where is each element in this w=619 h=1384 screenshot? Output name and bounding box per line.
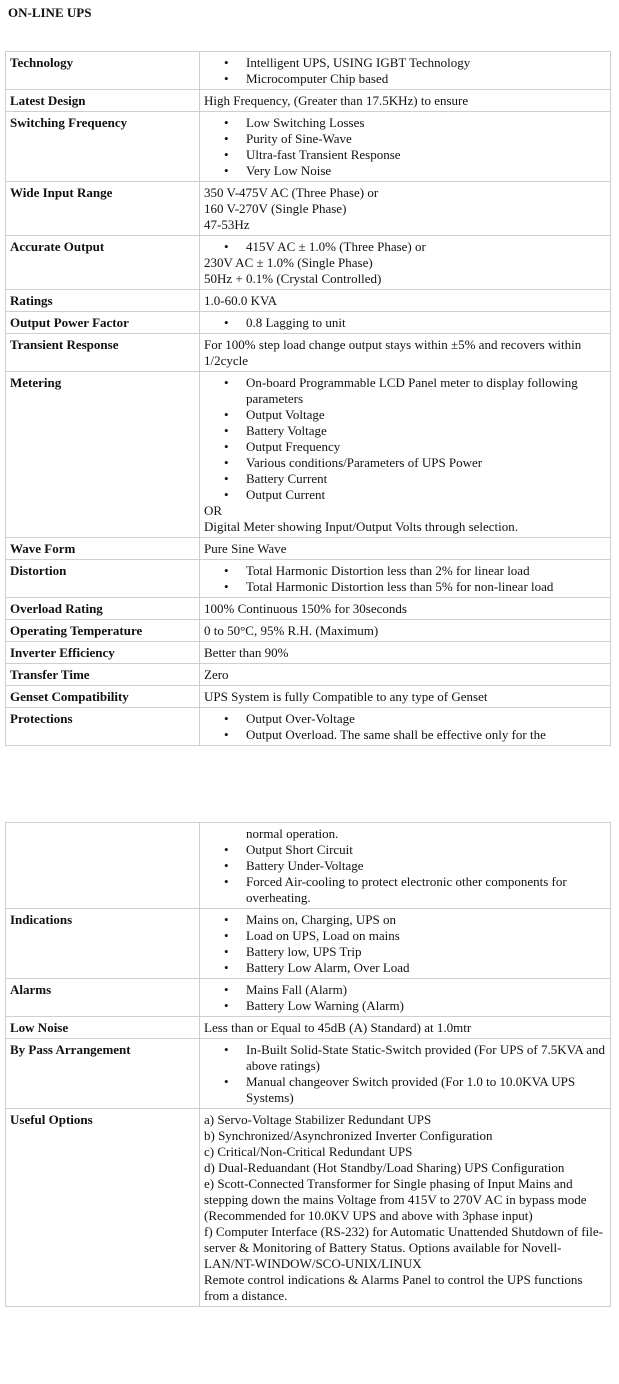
bullet-list (204, 375, 606, 503)
spec-label: Transient Response (6, 334, 200, 372)
bullet-list (204, 711, 606, 743)
spec-row-low-noise (6, 1017, 611, 1039)
spec-row-overload-rating (6, 598, 611, 620)
value-line: 230V AC ± 1.0% (Single Phase) (204, 255, 373, 270)
bullet-item: • Battery Voltage (246, 423, 606, 439)
bullet-item: • Ultra-fast Transient Response (246, 147, 606, 163)
spec-label: Distortion (6, 560, 200, 598)
spec-value (200, 236, 611, 290)
spec-label: Ratings (6, 290, 200, 312)
spec-label: Protections (6, 708, 200, 746)
spec-row-transient-response (6, 334, 611, 372)
value-line: Less than or Equal to 45dB (A) Standard) at 1.0mtr (204, 1020, 472, 1035)
spec-value (200, 708, 611, 746)
value-line: a) Servo-Voltage Stabilizer Redundant UPS (204, 1112, 432, 1127)
bullet-item: • Output Overload. The same shall be effective only for the (246, 727, 606, 743)
spec-row-wide-input-range (6, 182, 611, 236)
spec-value (200, 90, 611, 112)
bullet-list (204, 315, 606, 331)
value-line: Better than 90% (204, 645, 289, 660)
value-line: d) Dual-Reduandant (Hot Standby/Load Sharing) UPS Configuration (204, 1160, 565, 1175)
spec-label: Wave Form (6, 538, 200, 560)
spec-value (200, 312, 611, 334)
value-line: 100% Continuous 150% for 30seconds (204, 601, 407, 616)
value-line: Digital Meter showing Input/Output Volts through selection. (204, 519, 519, 534)
spec-row-useful-options (6, 1109, 611, 1307)
bullet-item: • Low Switching Losses (246, 115, 606, 131)
spec-row-transfer-time (6, 664, 611, 686)
spec-label: Output Power Factor (6, 312, 200, 334)
spec-value (200, 1039, 611, 1109)
spec-label: Low Noise (6, 1017, 200, 1039)
spec-value (200, 334, 611, 372)
bullet-item: • Microcomputer Chip based (246, 71, 606, 87)
bullet-item: • Output Current (246, 487, 606, 503)
bullet-item: • Output Voltage (246, 407, 606, 423)
value-line: Zero (204, 667, 229, 682)
spec-row-genset-compatibility (6, 686, 611, 708)
value-line: f) Computer Interface (RS-232) for Automatic Unattended Shutdown of file-server & Monitoring of Battery Status. Options available for Novell-LAN/NT-WINDOW/SCO-UNIX/LINUX (204, 1224, 603, 1271)
value-line: e) Scott-Connected Transformer for Single phasing of Input Mains and stepping down the mains Voltage from 415V to 270V AC in bypass mode (Recommended for 10.0KV UPS and above with 3phase input) (204, 1176, 587, 1223)
bullet-list (204, 912, 606, 976)
spec-row-inverter-efficiency (6, 642, 611, 664)
bullet-item: • Manual changeover Switch provided (For 1.0 to 10.0KVA UPS Systems) (246, 1074, 606, 1106)
spec-row-by-pass-arrangement (6, 1039, 611, 1109)
value-line: 1.0-60.0 KVA (204, 293, 278, 308)
spec-value (200, 182, 611, 236)
bullet-list (204, 1042, 606, 1106)
bullet-item: • 415V AC ± 1.0% (Three Phase) or (246, 239, 606, 255)
bullet-item: • Output Short Circuit (246, 842, 606, 858)
spec-value (200, 620, 611, 642)
spec-value (200, 112, 611, 182)
spec-value (200, 1017, 611, 1039)
page-title: ON-LINE UPS (8, 5, 92, 20)
bullet-item: • 0.8 Lagging to unit (246, 315, 606, 331)
bullet-item: • Battery Under-Voltage (246, 858, 606, 874)
spec-row-operating-temperature (6, 620, 611, 642)
value-line: 0 to 50°C, 95% R.H. (Maximum) (204, 623, 379, 638)
spec-row-alarms (6, 979, 611, 1017)
spec-label: By Pass Arrangement (6, 1039, 200, 1109)
bullet-item: • Output Over-Voltage (246, 711, 606, 727)
spec-label: Operating Temperature (6, 620, 200, 642)
spec-row-distortion (6, 560, 611, 598)
spec-row-accurate-output (6, 236, 611, 290)
spec-table-2 (5, 822, 611, 1307)
spec-label: Overload Rating (6, 598, 200, 620)
value-line: OR (204, 503, 223, 518)
spec-value (200, 560, 611, 598)
spec-value (200, 909, 611, 979)
bullet-list (204, 842, 606, 906)
value-line: 50Hz + 0.1% (Crystal Controlled) (204, 271, 382, 286)
bullet-list (204, 55, 606, 87)
spec-label: Technology (6, 52, 200, 90)
spec-label: Metering (6, 372, 200, 538)
bullet-list (204, 115, 606, 179)
bullet-item: • Purity of Sine-Wave (246, 131, 606, 147)
spec-row-indications (6, 909, 611, 979)
value-line: For 100% step load change output stays within ±5% and recovers within 1/2cycle (204, 337, 582, 368)
spec-value (200, 686, 611, 708)
spec-row-protections (6, 708, 611, 746)
value-line: Remote control indications & Alarms Panel to control the UPS functions from a distance. (204, 1272, 583, 1303)
value-line: UPS System is fully Compatible to any type of Genset (204, 689, 488, 704)
spec-row-wave-form (6, 538, 611, 560)
spec-row-latest-design (6, 90, 611, 112)
spec-value (200, 979, 611, 1017)
bullet-item: • Total Harmonic Distortion less than 2% for linear load (246, 563, 606, 579)
bullet-item: • Intelligent UPS, USING IGBT Technology (246, 55, 606, 71)
spec-value (200, 538, 611, 560)
spec-label: Useful Options (6, 1109, 200, 1307)
bullet-list (204, 239, 606, 255)
bullet-item: • On-board Programmable LCD Panel meter to display following parameters (246, 375, 606, 407)
bullet-item: • In-Built Solid-State Static-Switch provided (For UPS of 7.5KVA and above ratings) (246, 1042, 606, 1074)
bullet-item: • Battery Low Alarm, Over Load (246, 960, 606, 976)
spec-label: Transfer Time (6, 664, 200, 686)
spec-value (200, 664, 611, 686)
continued-text: normal operation. (246, 826, 339, 841)
value-line: 350 V-475V AC (Three Phase) or (204, 185, 379, 200)
value-line: c) Critical/Non-Critical Redundant UPS (204, 1144, 413, 1159)
bullet-item: • Very Low Noise (246, 163, 606, 179)
bullet-item: • Various conditions/Parameters of UPS Power (246, 455, 606, 471)
spec-label: Alarms (6, 979, 200, 1017)
bullet-item: • Mains on, Charging, UPS on (246, 912, 606, 928)
spec-label: Switching Frequency (6, 112, 200, 182)
bullet-item: • Load on UPS, Load on mains (246, 928, 606, 944)
spec-label: Inverter Efficiency (6, 642, 200, 664)
spec-table-1 (5, 51, 611, 746)
spec-label: Indications (6, 909, 200, 979)
value-line: Pure Sine Wave (204, 541, 287, 556)
spec-label (6, 823, 200, 909)
value-line: High Frequency, (Greater than 17.5KHz) to ensure (204, 93, 469, 108)
spec-label: Genset Compatibility (6, 686, 200, 708)
spec-row-metering (6, 372, 611, 538)
bullet-item: • Battery Low Warning (Alarm) (246, 998, 606, 1014)
value-line: 160 V-270V (Single Phase) (204, 201, 347, 216)
bullet-item: • Battery low, UPS Trip (246, 944, 606, 960)
value-line: b) Synchronized/Asynchronized Inverter Configuration (204, 1128, 493, 1143)
spec-value (200, 642, 611, 664)
bullet-list (204, 563, 606, 595)
bullet-item: • Mains Fall (Alarm) (246, 982, 606, 998)
spec-row-switching-frequency (6, 112, 611, 182)
spec-value (200, 1109, 611, 1307)
bullet-item: • Output Frequency (246, 439, 606, 455)
spec-value (200, 598, 611, 620)
spec-label: Accurate Output (6, 236, 200, 290)
bullet-item: • Total Harmonic Distortion less than 5% for non-linear load (246, 579, 606, 595)
bullet-item: • Forced Air-cooling to protect electronic other components for overheating. (246, 874, 606, 906)
spec-value (200, 290, 611, 312)
spec-row-technology (6, 52, 611, 90)
bullet-item: • Battery Current (246, 471, 606, 487)
spec-row-output-power-factor (6, 312, 611, 334)
spec-value (200, 823, 611, 909)
spec-row-ratings (6, 290, 611, 312)
spec-value (200, 52, 611, 90)
spec-row-continued (6, 823, 611, 909)
spec-label: Latest Design (6, 90, 200, 112)
value-line: 47-53Hz (204, 217, 250, 232)
spec-value (200, 372, 611, 538)
spec-label: Wide Input Range (6, 182, 200, 236)
bullet-list (204, 982, 606, 1014)
